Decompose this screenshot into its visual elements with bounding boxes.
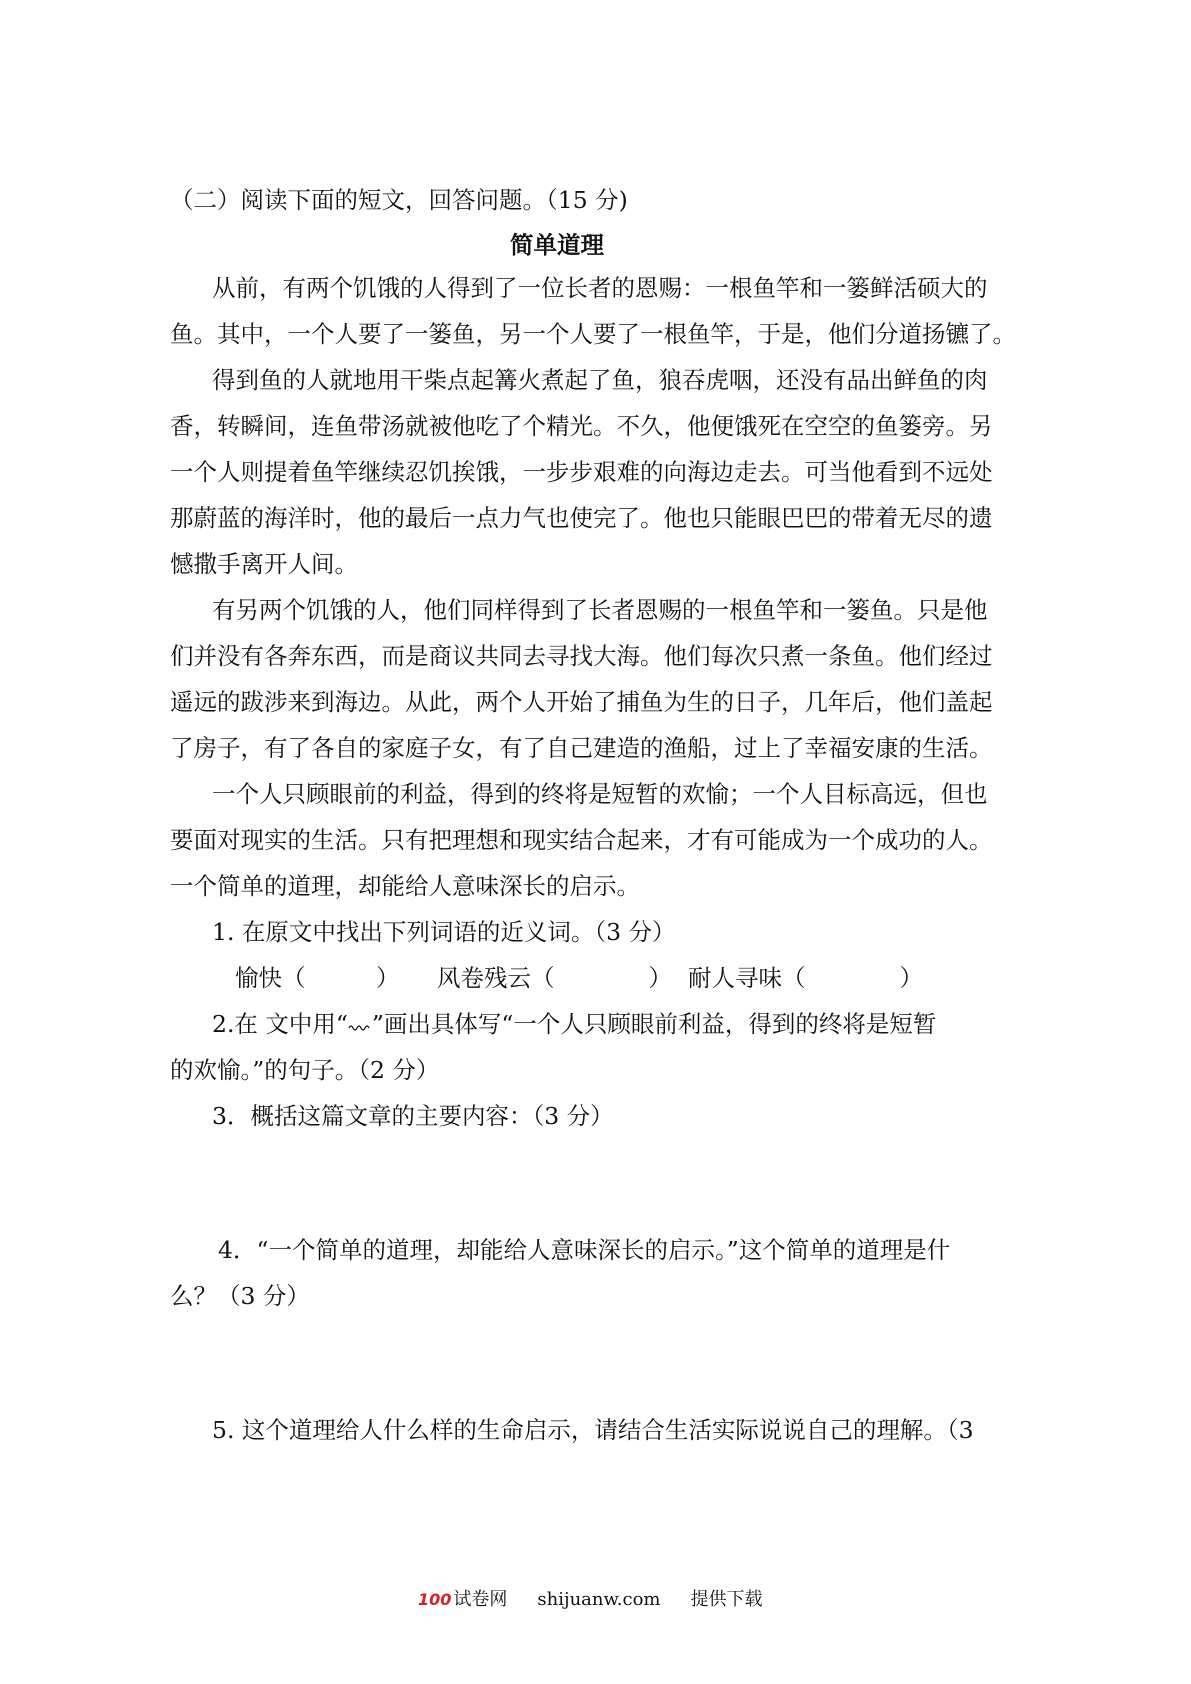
question-5: 5. 这个道理给人什么样的生命启示，请结合生活实际说说自己的理解。（3 [212, 1416, 974, 1444]
section-heading: （二）阅读下面的短文，回答问题。（15 分) [170, 186, 628, 214]
page-footer [418, 1585, 792, 1611]
passage-line: 鱼。其中，一个人要了一篓鱼，另一个人要了一根鱼竿，于是，他们分道扬镳了。 [170, 320, 1016, 348]
passage-title: 简单道理 [510, 231, 604, 259]
passage-line: 要面对现实的生活。只有把理想和现实结合起来，才有可能成为一个成功的人。 [170, 826, 993, 854]
passage-line: 遥远的跋涉来到海边。从此，两个人开始了捕鱼为生的日子，几年后，他们盖起 [170, 688, 993, 716]
passage-line: 一个人则提着鱼竿继续忍饥挨饿，一步步艰难的向海边走去。可当他看到不远处 [170, 458, 993, 486]
site-url[interactable]: shijuanw.com [537, 1589, 661, 1610]
passage-line: 香，转瞬间，连鱼带汤就被他吃了个精光。不久，他便饿死在空空的鱼篓旁。另 [170, 412, 993, 440]
brand-logo-number: 100 [418, 1590, 452, 1609]
passage-line: 一个简单的道理，却能给人意味深长的启示。 [170, 872, 640, 900]
wavy-underline-icon [348, 1021, 372, 1031]
passage-line: 了房子，有了各自的家庭子女，有了自己建造的渔船，过上了幸福安康的生活。 [170, 734, 993, 762]
passage-line: 有另两个饥饿的人，他们同样得到了长者恩赐的一根鱼竿和一篓鱼。只是他 [212, 596, 988, 624]
q2-text-start: 2.在 文中用“ [212, 1010, 348, 1038]
q1-blank-3[interactable]: 耐人寻味（ ） [688, 964, 923, 992]
footer-note: 提供下载 [690, 1589, 763, 1610]
q1-blank-1[interactable]: 愉快（ ） [235, 964, 400, 992]
question-4-cont: 么？（3 分） [170, 1282, 310, 1310]
passage-line: 那蔚蓝的海洋时，他的最后一点力气也使完了。他也只能眼巴巴的带着无尽的遗 [170, 504, 993, 532]
passage-line: 一个人只顾眼前的利益，得到的终将是短暂的欢愉；一个人目标高远，但也 [212, 780, 988, 808]
q2-text-end: ”画出具体写“一个人只顾眼前利益，得到的终将是短暂 [371, 1010, 937, 1038]
question-1: 1. 在原文中找出下列词语的近义词。（3 分） [212, 918, 676, 946]
brand-name: 试卷网 [453, 1589, 508, 1610]
passage-line: 从前，有两个饥饿的人得到了一位长者的恩赐：一根鱼竿和一篓鲜活硕大的 [212, 274, 988, 302]
passage-line: 们并没有各奔东西，而是商议共同去寻找大海。他们每次只煮一条鱼。他们经过 [170, 642, 993, 670]
question-2 [212, 1007, 936, 1041]
question-2-cont: 的欢愉。”的句子。（2 分） [170, 1056, 440, 1084]
q1-blank-2[interactable]: 风卷残云（ ） [437, 964, 672, 992]
passage-line: 憾撒手离开人间。 [170, 550, 358, 578]
question-3: 3．概括这篇文章的主要内容：（3 分） [212, 1102, 614, 1130]
passage-line: 得到鱼的人就地用干柴点起篝火煮起了鱼，狼吞虎咽，还没有品出鲜鱼的肉 [212, 366, 988, 394]
question-4: 4．“一个简单的道理，却能给人意味深长的启示。”这个简单的道理是什 [218, 1236, 951, 1264]
